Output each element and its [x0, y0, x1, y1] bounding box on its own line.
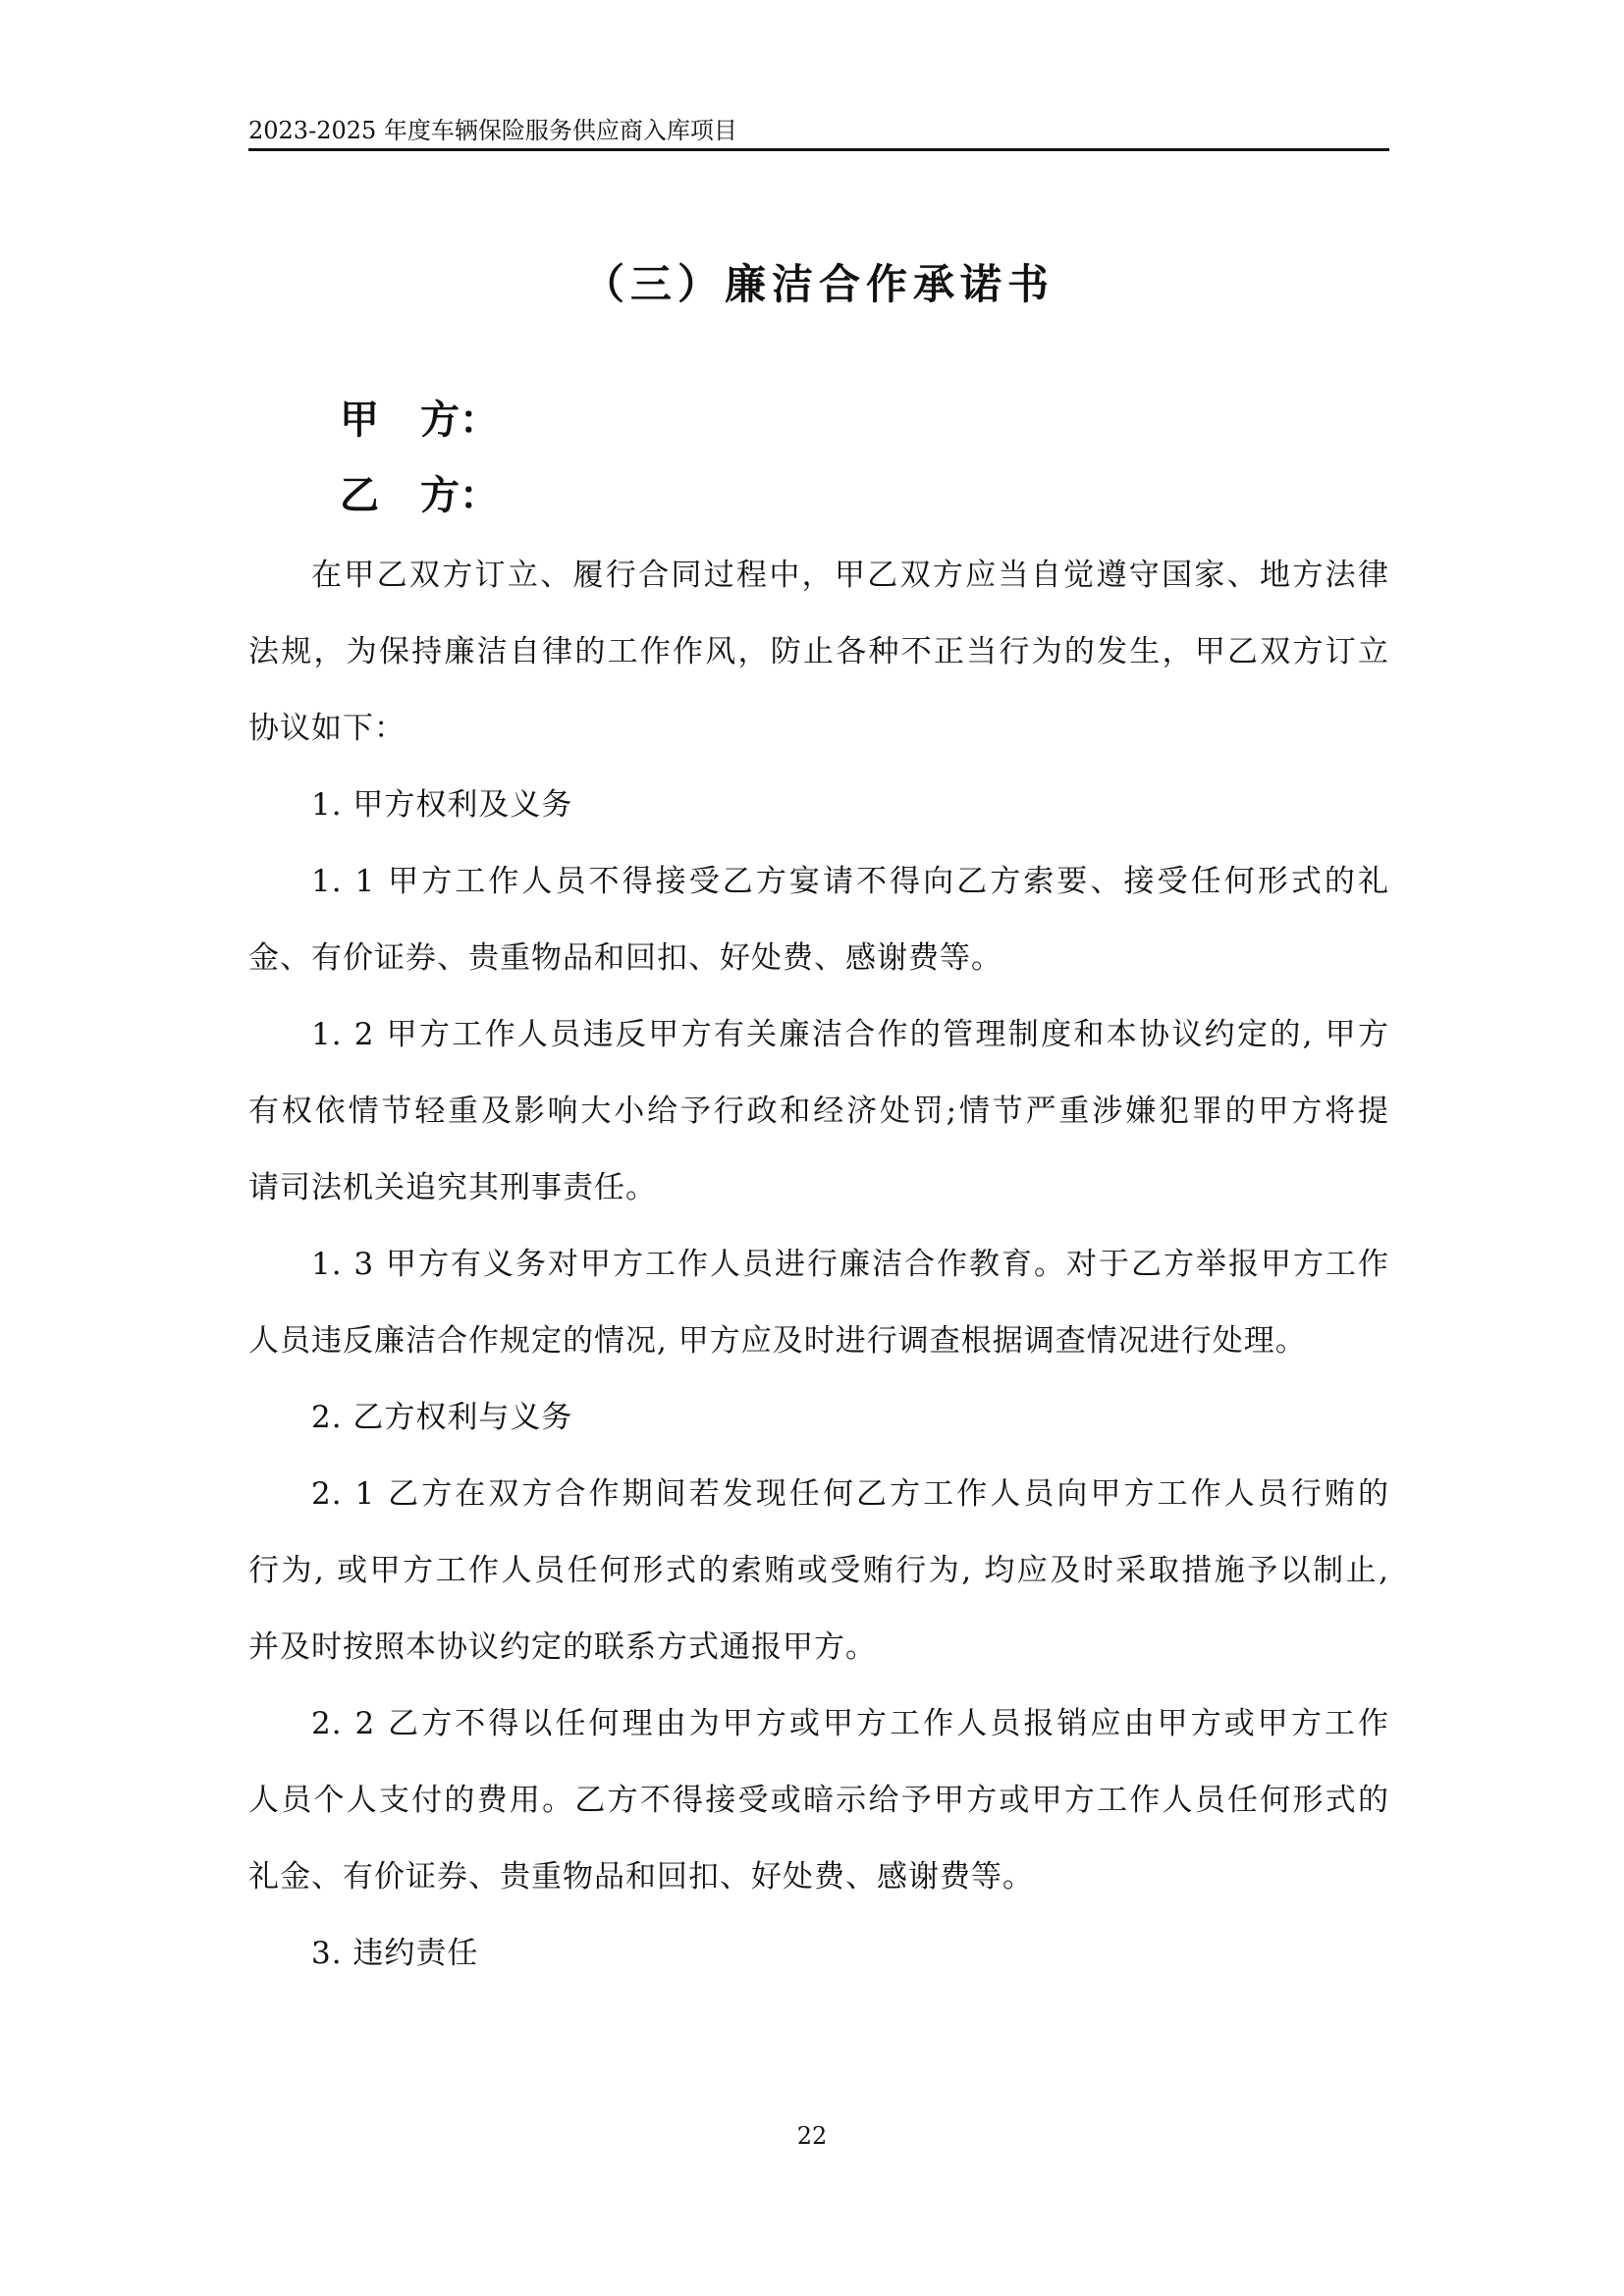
paragraph-line: 人员违反廉洁合作规定的情况, 甲方应及时进行调查根据调查情况进行处理。	[248, 1323, 1307, 1359]
paragraph-line: 请司法机关追究其刑事责任。	[248, 1170, 657, 1205]
paragraph-line: 在甲乙双方订立、履行合同过程中，甲乙双方应当自觉遵守国家、地方法律	[311, 558, 1389, 593]
running-header: 2023-2025 年度车辆保险服务供应商入库项目	[248, 117, 737, 144]
paragraph-line: 行为, 或甲方工作人员任何形式的索贿或受贿行为, 均应及时采取措施予以制止,	[248, 1553, 1389, 1588]
party-a-suffix: 方：	[420, 398, 499, 443]
paragraph-line: 1. 3 甲方有义务对甲方工作人员进行廉洁合作教育。对于乙方举报甲方工作	[311, 1247, 1389, 1282]
paragraph-line: 2. 1 乙方在双方合作期间若发现任何乙方工作人员向甲方工作人员行贿的	[311, 1476, 1389, 1512]
party-b-label: 乙	[340, 473, 379, 518]
paragraph-line: 法规，为保持廉洁自律的工作作风，防止各种不正当行为的发生，甲乙双方订立	[248, 634, 1389, 669]
document-title: （三）廉洁合作承诺书	[582, 260, 1055, 308]
party-a-label: 甲	[340, 398, 379, 443]
page-number: 22	[796, 2122, 828, 2150]
agreement-body	[248, 537, 1389, 1992]
paragraph-line: 有权依情节轻重及影响大小给予行政和经济处罚;情节严重涉嫌犯罪的甲方将提	[248, 1094, 1389, 1129]
paragraph-line: 并及时按照本协议约定的联系方式通报甲方。	[248, 1629, 877, 1665]
paragraph-line: 协议如下：	[248, 711, 406, 746]
party-b-line	[340, 470, 499, 521]
paragraph-line: 1. 1 甲方工作人员不得接受乙方宴请不得向乙方索要、接受任何形式的礼	[311, 864, 1389, 899]
paragraph-line: 人员个人支付的费用。乙方不得接受或暗示给予甲方或甲方工作人员任何形式的	[248, 1783, 1389, 1818]
section-heading: 2. 乙方权利与义务	[311, 1400, 573, 1435]
paragraph-line: 1. 2 甲方工作人员违反甲方有关廉洁合作的管理制度和本协议约定的, 甲方	[311, 1017, 1389, 1052]
paragraph-line: 礼金、有价证券、贵重物品和回扣、好处费、感谢费等。	[248, 1859, 1034, 1895]
header-divider	[248, 148, 1389, 151]
party-a-line	[340, 395, 499, 446]
section-heading: 3. 违约责任	[311, 1936, 479, 1971]
paragraph-line: 金、有价证券、贵重物品和回扣、好处费、感谢费等。	[248, 940, 1002, 976]
party-b-suffix: 方：	[420, 473, 499, 518]
section-heading: 1. 甲方权利及义务	[311, 787, 573, 823]
paragraph-line: 2. 2 乙方不得以任何理由为甲方或甲方工作人员报销应由甲方或甲方工作	[311, 1706, 1389, 1741]
